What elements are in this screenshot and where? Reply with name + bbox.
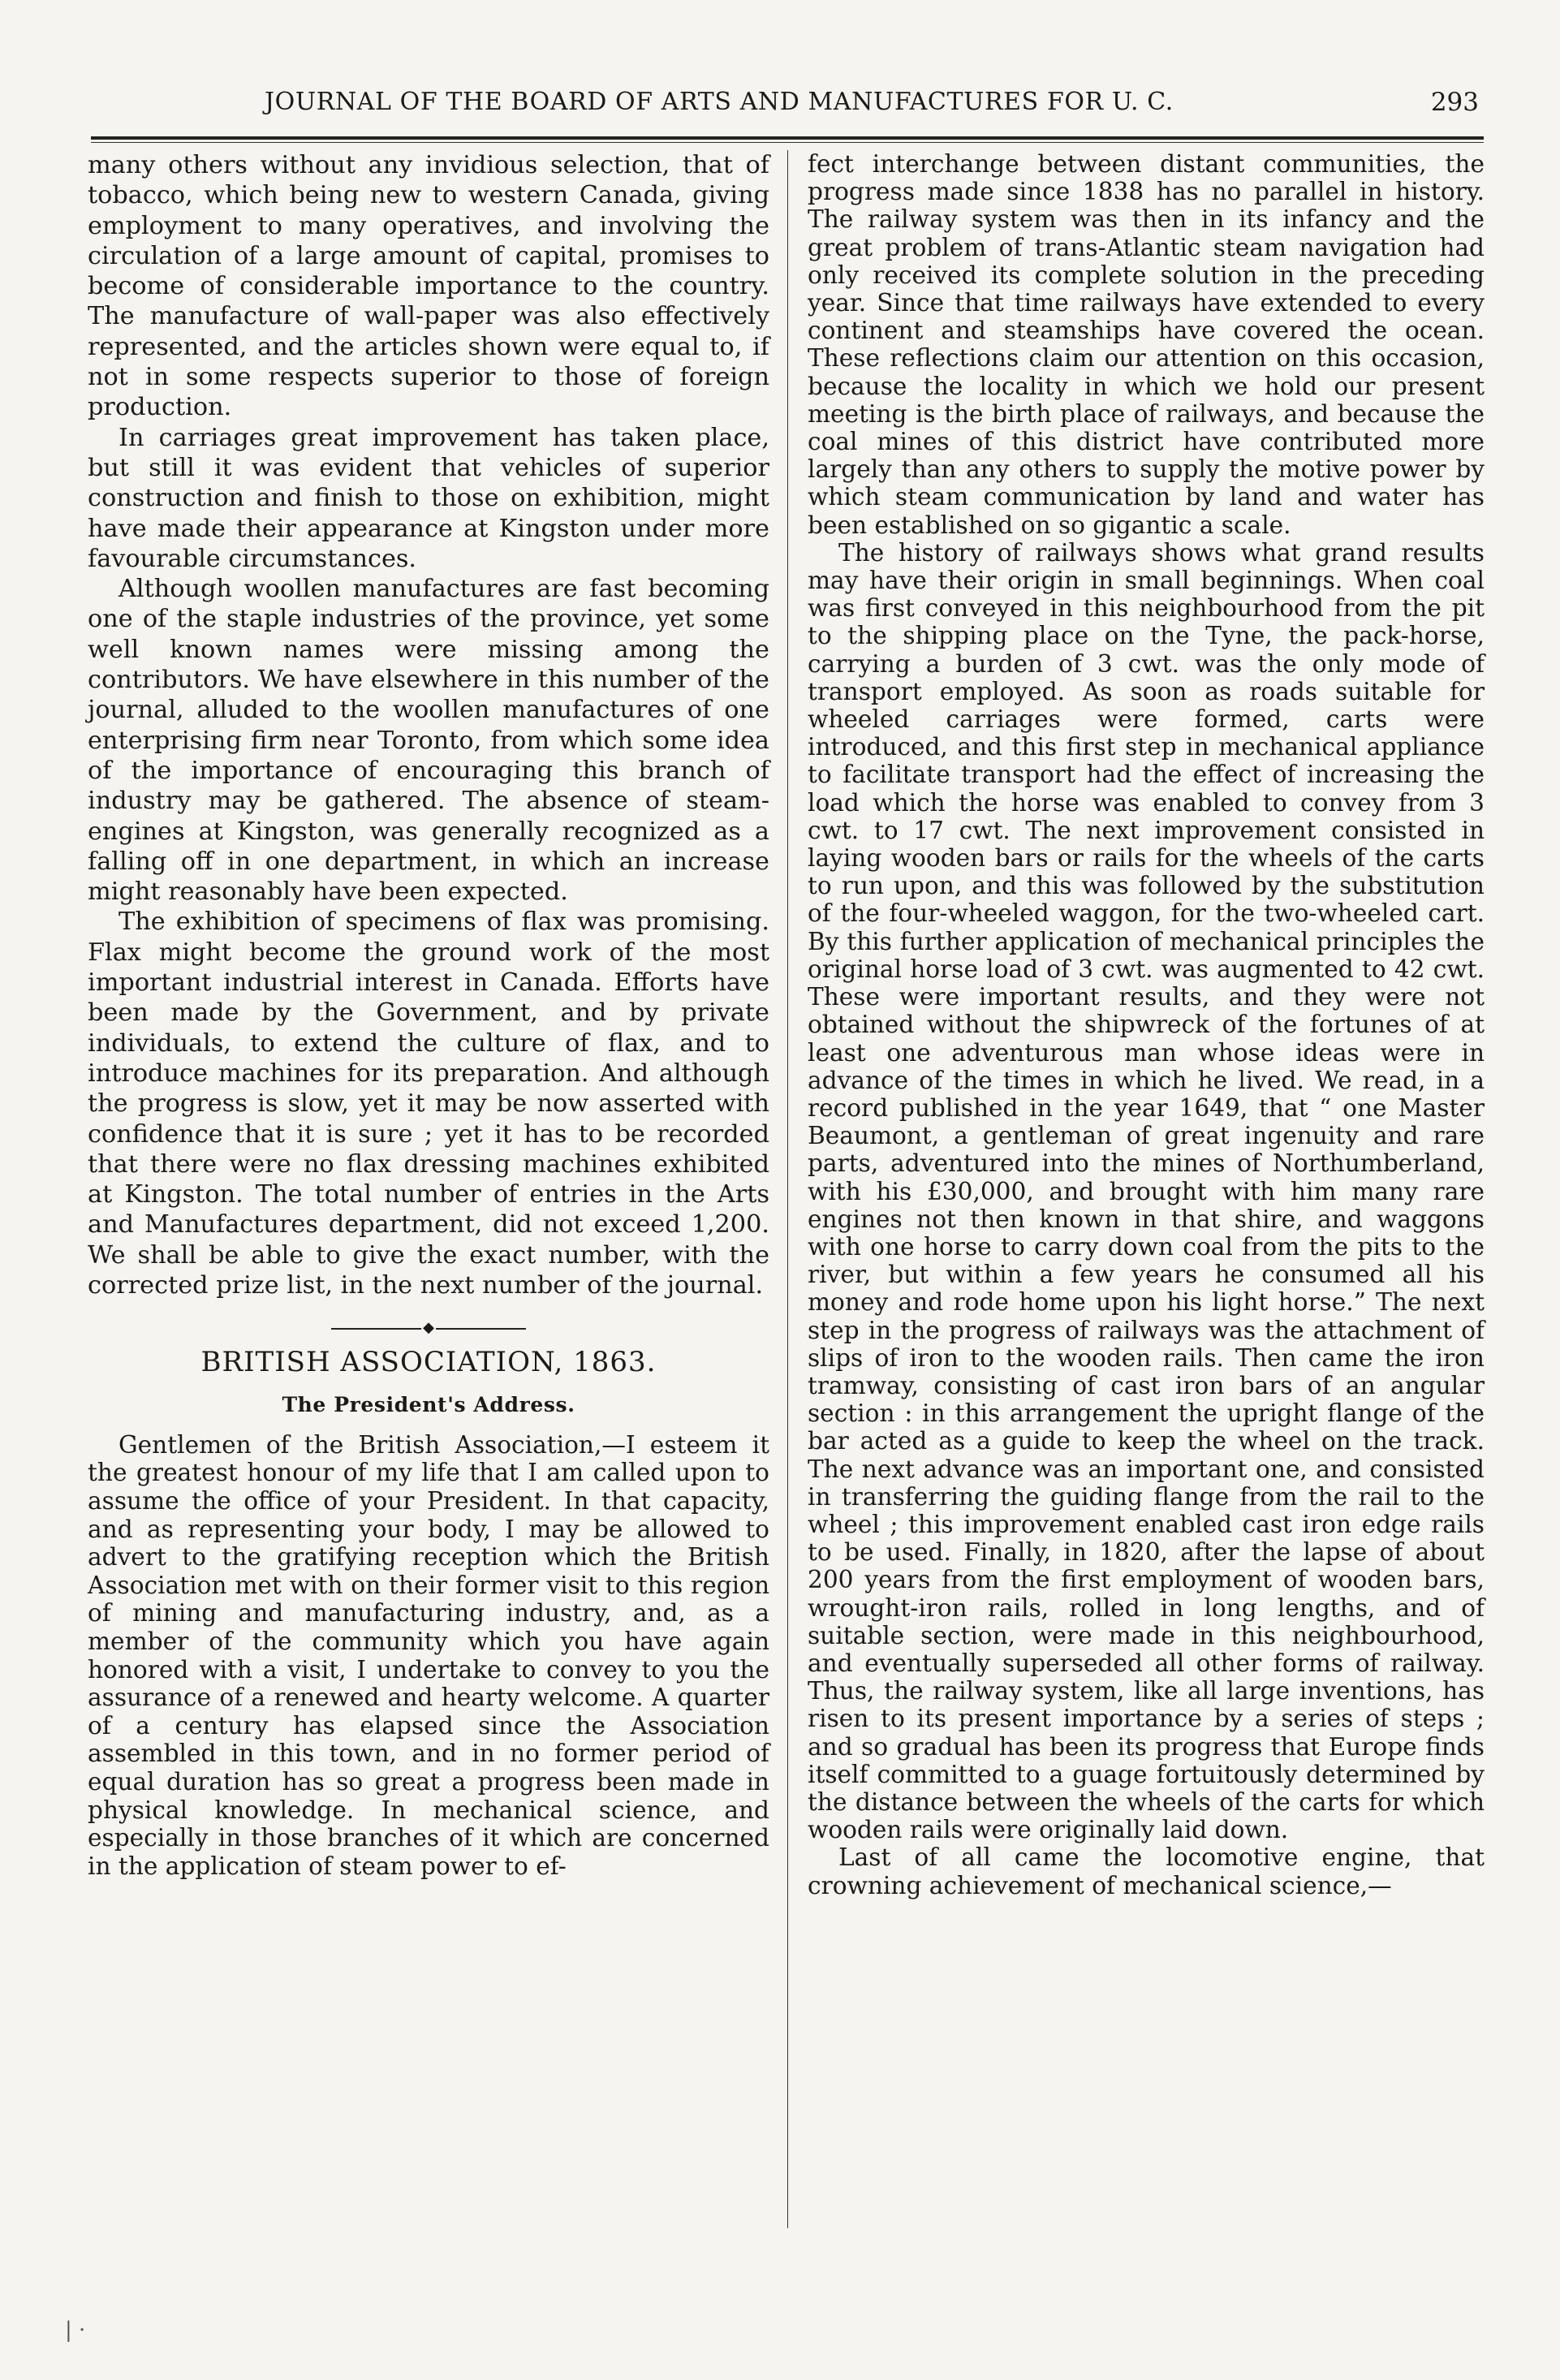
section-separator	[331, 1328, 526, 1330]
paragraph: The history of railways shows what grand results may have their origin in small beginnings. When coal was first conveyed in this neighbourhood from the pit to the shipping place on the Tyne, the pack-horse, carrying a burden of 3 cwt. was the only mode of transport employed. As soon as roads suitable for wheeled carriages were formed, carts were introduced, and this first step in mechanical appliance to facilitate transport had the effect of increasing the load which the horse was enabled to convey from 3 cwt. to 17 cwt. The next improvement consisted in laying wooden bars or rails for the wheels of the carts to run upon, and this was followed by the substitution of the four-wheeled waggon, for the two-wheeled cart. By this further application of mechanical principles the original horse load of 3 cwt. was augmented to 42 cwt. These were important results, and they were not obtained without the shipwreck of the fortunes of at least one adventurous man whose ideas were in advance of the times in which he lived. We read, in a record published in the year 1649, that “ one Master Beaumont, a gentleman of great ingenuity and rare parts, adventured into the mines of Northumberland, with his £30,000, and brought with him many rare engines not then known in that shire, and waggons with one horse to carry down coal from the pits to the river, but within a few years he consumed all his money and rode home upon his light horse.” The next step in the progress of railways was the attachment of slips of iron to the wooden rails. Then came the iron tramway, consisting of cast iron bars of an angular section : in this arrangement the upright flange of the bar acted as a guide to keep the wheel on the track. The next advance was an important one, and consisted in transferring the guiding flange from the rail to the wheel ; this improvement enabled cast iron edge rails to be used. Finally, in 1820, after the lapse of about 200 years from the first employment of wooden bars, wrought-iron rails, rolled in long lengths, and of suitable section, were made in this neighbourhood, and eventually superseded all other forms of railway. Thus, the railway system, like all large inventions, has risen to its present importance by a series of steps ; and so gradual has been its progress that Europe finds itself committed to a guage fortuitously determined by the distance between the wheels of the carts for which wooden rails were originally laid down.	[808, 538, 1485, 1844]
section-subtitle: The President's Address.	[282, 1392, 575, 1416]
header-rule	[91, 136, 1484, 143]
running-title: JOURNAL OF THE BOARD OF ARTS AND MANUFACTURES FOR U. C.	[265, 88, 1174, 116]
paragraph: In carriages great improvement has taken place, but still it was evident that vehicles of superior construction and finish to those on exhibition, might have made their appearance at Kingston under more favourable circumstances.	[88, 423, 769, 573]
address-paragraph: Gentlemen of the British Association,—I esteem it the greatest honour of my life that I am called upon to assume the office of your President. In that capacity, and as representing your body, I may be allowed to advert to the gratifying reception which the British Association met with on their former visit to this region of mining and manufacturing industry, and, as a member of the community which you have again honored with a visit, I undertake to convey to you the assurance of a renewed and hearty welcome. A quarter of a century has elapsed since the Association assembled in this town, and in no former period of equal duration has so great a progress been made in physical knowledge. In mechanical science, and especially in those branches of it which are concerned in the application of steam power to ef-	[88, 1430, 769, 1880]
page-number: 293	[1430, 88, 1479, 117]
paragraph: many others without any invidious selection, that of tobacco, which being new to western Canada, giving employment to many operatives, and involving the circulation of a large amount of capital, promises to become of considerable importance to the country. The manufacture of wall-paper was also effectively represented, and the articles shown were equal to, if not in some respects superior to those of foreign production.	[88, 151, 769, 422]
left-column	[88, 150, 769, 1880]
section-title: BRITISH ASSOCIATION, 1863.	[200, 1346, 657, 1379]
footer-marks: | ·	[65, 2318, 86, 2343]
right-column	[808, 150, 1485, 1899]
column-divider	[787, 150, 788, 2228]
paragraph: The exhibition of specimens of flax was promising. Flax might become the ground work of the most important industrial interest in Canada. Efforts have been made by the Government, and by private individuals, to extend the culture of flax, and to introduce machines for its preparation. And although the progress is slow, yet it may be now asserted with confidence that it is sure ; yet it has to be recorded that there were no flax dressing machines exhibited at Kingston. The total number of entries in the Arts and Manufactures department, did not exceed 1,200. We shall be able to give the exact number, with the corrected prize list, in the next number of the journal.	[88, 908, 769, 1300]
paragraph: fect interchange between distant communities, the progress made since 1838 has no parallel in history. The railway system was then in its infancy and the great problem of trans-Atlantic steam navigation had only received its complete solution in the preceding year. Since that time railways have extended to every continent and steamships have covered the ocean. These reflections claim our attention on this occasion, because the locality in which we hold our present meeting is the birth place of railways, and because the coal mines of this district have contributed more largely than any others to supply the motive power by which steam communication by land and water has been established on so gigantic a scale.	[808, 150, 1485, 539]
paragraph: Although woollen manufactures are fast becoming one of the staple industries of the province, yet some well known names were missing among the contributors. We have elsewhere in this number of the journal, alluded to the woollen manufactures of one enterprising firm near Toronto, from which some idea of the importance of encouraging this branch of industry may be gathered. The absence of steam-engines at Kingston, was generally recognized as a falling off in one department, in which an increase might reasonably have been expected.	[88, 575, 769, 907]
paragraph: Last of all came the locomotive engine, that crowning achievement of mechanical science,—	[808, 1843, 1485, 1899]
